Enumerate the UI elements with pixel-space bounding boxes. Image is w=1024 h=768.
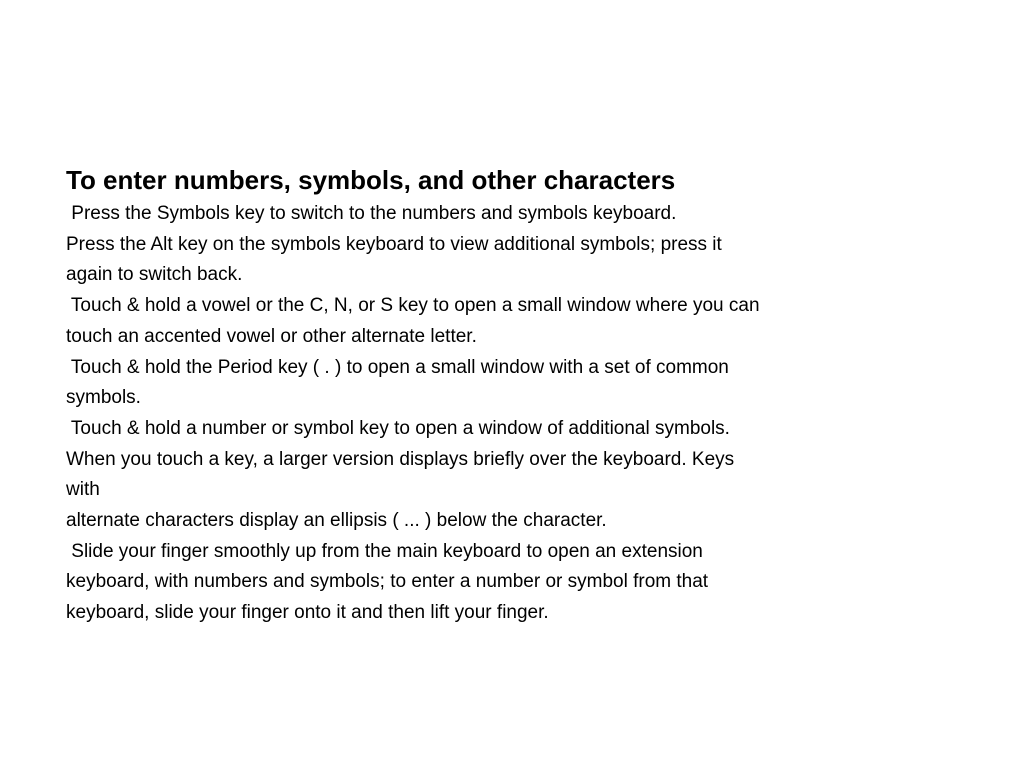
body-line: Touch & hold the Period key ( . ) to open a small window with a set of common [66,356,729,378]
body-line: again to switch back. [66,264,243,286]
body-line: Touch & hold a number or symbol key to open a window of additional symbols. [66,417,730,439]
body-line: alternate characters display an ellipsis ( ... ) below the character. [66,510,607,532]
body-line: keyboard, slide your finger onto it and then lift your finger. [66,602,549,624]
body-line: symbols. [66,387,141,409]
slide-content [66,161,966,629]
body-line: touch an accented vowel or other alternate letter. [66,325,477,347]
body-line: When you touch a key, a larger version displays briefly over the keyboard. Keys [66,448,735,470]
body-line: Touch & hold a vowel or the C, N, or S key to open a small window where you can [66,295,760,317]
body-line: Press the Symbols key to switch to the numbers and symbols keyboard. [66,203,677,224]
body-line: with [66,479,100,501]
slide-title: To enter numbers, symbols, and other characters [66,165,676,195]
body-line: Slide your finger smoothly up from the main keyboard to open an extension [66,540,703,562]
body-line: keyboard, with numbers and symbols; to enter a number or symbol from that [66,571,709,593]
body-text [66,199,966,629]
body-line: Press the Alt key on the symbols keyboard to view additional symbols; press it [66,233,722,255]
